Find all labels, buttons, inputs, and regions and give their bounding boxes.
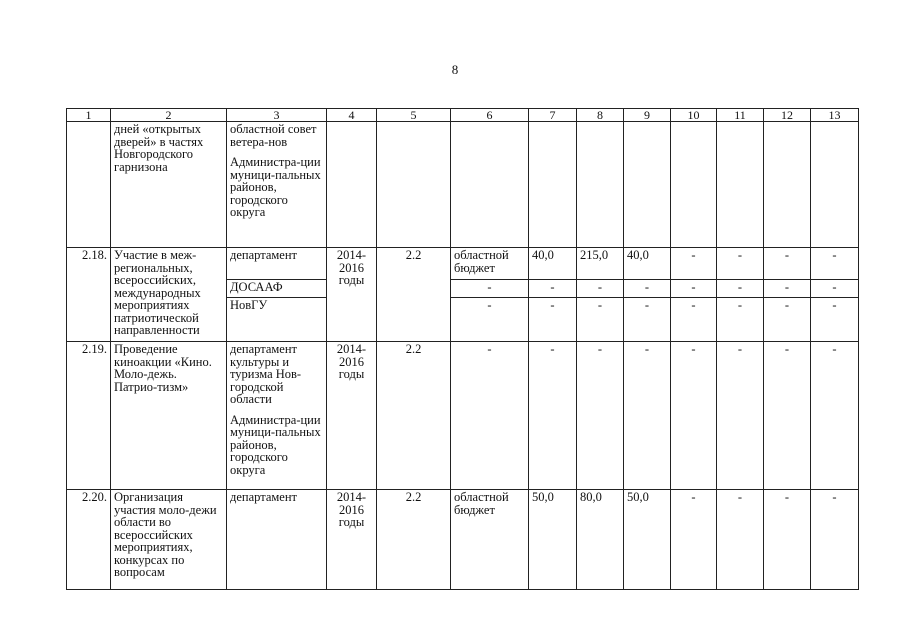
header-cell-6: 6 xyxy=(451,109,529,122)
row-2-18-v11-1: - xyxy=(717,248,764,280)
row-2-19-v7: - xyxy=(529,342,577,490)
table-row-2-19 xyxy=(67,342,859,490)
row-2-19-name: Проведение киноакции «Кино. Моло-дежь. Патрио-тизм» xyxy=(111,342,227,490)
row-2-20-v13: - xyxy=(811,490,859,590)
row-2-18-v7-1: 40,0 xyxy=(529,248,577,280)
row-2-18-v13-2: - xyxy=(811,280,859,298)
row-2-18-v10-2: - xyxy=(671,280,717,298)
program-table xyxy=(66,108,859,590)
row-2-19-source: - xyxy=(451,342,529,490)
row-2-20-v8: 80,0 xyxy=(577,490,624,590)
row-2-18-v8-1: 215,0 xyxy=(577,248,624,280)
table-row-continuation xyxy=(67,122,859,248)
row-2-18-period: 2014-2016 годы xyxy=(327,248,377,342)
row-2-20-num: 2.20. xyxy=(67,490,111,590)
row-2-18-v10-1: - xyxy=(671,248,717,280)
header-cell-5: 5 xyxy=(377,109,451,122)
cont-name-cell: дней «открытых дверей» в частях Новгородского гарнизона xyxy=(111,122,227,248)
header-cell-2: 2 xyxy=(111,109,227,122)
row-2-19-v10: - xyxy=(671,342,717,490)
header-cell-10: 10 xyxy=(671,109,717,122)
header-cell-3: 3 xyxy=(227,109,327,122)
row-2-18-executor-1: департамент xyxy=(227,248,327,280)
header-cell-11: 11 xyxy=(717,109,764,122)
row-2-18-source-3: - xyxy=(451,298,529,342)
header-cell-13: 13 xyxy=(811,109,859,122)
row-2-20-source: областной бюджет xyxy=(451,490,529,590)
header-cell-12: 12 xyxy=(764,109,811,122)
row-2-18-v7-3: - xyxy=(529,298,577,342)
cont-executor-1: областной совет ветера-нов xyxy=(230,122,317,149)
row-2-18-v11-2: - xyxy=(717,280,764,298)
row-2-20-name: Организация участия моло-дежи области во всероссийских мероприятиях, конкурсах по вопросам xyxy=(111,490,227,590)
row-2-20-v7: 50,0 xyxy=(529,490,577,590)
row-2-20-period: 2014-2016 годы xyxy=(327,490,377,590)
header-cell-8: 8 xyxy=(577,109,624,122)
cont-executor-2: Администра-ции муници-пальных районов, городского округа xyxy=(230,155,321,219)
row-2-19-v8: - xyxy=(577,342,624,490)
row-2-19-target: 2.2 xyxy=(377,342,451,490)
row-2-19-executor-1: департамент культуры и туризма Нов-городской области xyxy=(230,342,302,406)
row-2-18-executor-2: ДОСААФ xyxy=(227,280,327,298)
page-number: 8 xyxy=(451,62,459,77)
row-2-18-v9-1: 40,0 xyxy=(624,248,671,280)
row-2-19-period: 2014-2016 годы xyxy=(327,342,377,490)
cont-source-cell xyxy=(451,122,529,248)
row-2-18-v7-2: - xyxy=(529,280,577,298)
row-2-20-v9: 50,0 xyxy=(624,490,671,590)
row-2-18-v8-3: - xyxy=(577,298,624,342)
row-2-18-v13-1: - xyxy=(811,248,859,280)
row-2-18-target: 2.2 xyxy=(377,248,451,342)
row-2-19-v12: - xyxy=(764,342,811,490)
row-2-18-v9-3: - xyxy=(624,298,671,342)
row-2-18-num: 2.18. xyxy=(67,248,111,342)
row-2-18-v9-2: - xyxy=(624,280,671,298)
row-2-20-v10: - xyxy=(671,490,717,590)
row-2-20-v12: - xyxy=(764,490,811,590)
row-2-19-v9: - xyxy=(624,342,671,490)
row-2-18-v12-3: - xyxy=(764,298,811,342)
header-row xyxy=(67,109,859,122)
row-2-19-v11: - xyxy=(717,342,764,490)
cont-target-cell xyxy=(377,122,451,248)
table-row-2-18 xyxy=(67,248,859,280)
cont-period-cell xyxy=(327,122,377,248)
row-2-18-v12-2: - xyxy=(764,280,811,298)
cont-executor-cell xyxy=(227,122,327,248)
header-cell-1: 1 xyxy=(67,109,111,122)
row-2-18-source-2: - xyxy=(451,280,529,298)
cont-num-cell xyxy=(67,122,111,248)
row-2-18-source-1: областной бюджет xyxy=(451,248,529,280)
header-cell-7: 7 xyxy=(529,109,577,122)
row-2-19-executor-cell xyxy=(227,342,327,490)
row-2-20-v11: - xyxy=(717,490,764,590)
row-2-19-v13: - xyxy=(811,342,859,490)
row-2-18-name: Участие в меж-региональных, всероссийских, международных мероприятиях патриотической направленности xyxy=(111,248,227,342)
row-2-18-v13-3: - xyxy=(811,298,859,342)
row-2-18-executor-3: НовГУ xyxy=(227,298,327,342)
row-2-20-target: 2.2 xyxy=(377,490,451,590)
header-cell-9: 9 xyxy=(624,109,671,122)
table-row-2-20 xyxy=(67,490,859,590)
header-cell-4: 4 xyxy=(327,109,377,122)
row-2-19-num: 2.19. xyxy=(67,342,111,490)
row-2-20-executor: департамент xyxy=(227,490,327,590)
row-2-19-executor-2: Администра-ции муници-пальных районов, городского округа xyxy=(230,412,321,477)
row-2-18-v8-2: - xyxy=(577,280,624,298)
row-2-18-v10-3: - xyxy=(671,298,717,342)
row-2-18-v11-3: - xyxy=(717,298,764,342)
row-2-18-v12-1: - xyxy=(764,248,811,280)
